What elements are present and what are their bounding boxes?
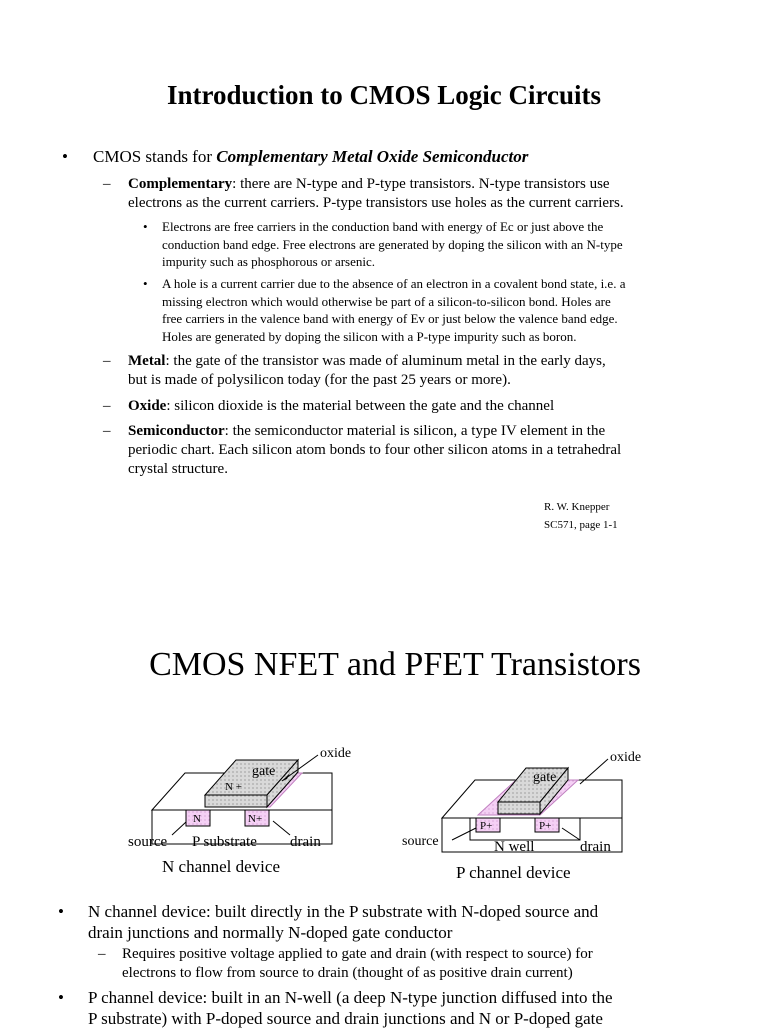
bullet-emphasis: Complementary Metal Oxide Semiconductor (216, 147, 529, 166)
item-text: : the semiconductor material is silicon, a type IV element in the (224, 423, 606, 439)
gate-front (498, 802, 540, 814)
sub-line: A hole is a current carrier due to the absence of an electron in a covalent bond state, i.e. a (162, 276, 626, 291)
bullet-line: P channel device: built in an N-well (a deep N-type junction diffused into the (88, 988, 613, 1007)
footer-author: R. W. Knepper (544, 501, 610, 513)
item-text-line3: crystal structure. (128, 461, 228, 477)
item-semiconductor (128, 422, 748, 479)
item-text: : there are N-type and P-type transistors. N-type transistors use (232, 176, 610, 192)
bullet-marker: • (62, 147, 68, 166)
sub-line: Electrons are free carriers in the conduction band with energy of Ec or just above the (162, 219, 604, 234)
item-term: Complementary (128, 176, 233, 192)
item-term: Semiconductor (128, 423, 225, 439)
item-complementary (128, 175, 748, 213)
item-text-line2: but is made of polysilicon today (for the past 25 years or more). (128, 372, 511, 388)
bullet-marker: • (58, 902, 64, 921)
sub-line: missing electron which would otherwise be part of a silicon-to-silicon bond. Holes are (162, 293, 611, 309)
bullet-line: drain junctions and normally N-doped gate conductor (88, 923, 453, 942)
dash-marker: – (103, 398, 111, 414)
drain-diff-label: P+ (539, 820, 552, 832)
gate-label: gate (252, 764, 276, 779)
dash-marker: – (98, 946, 106, 962)
sub-line: free carriers in the valence band with energy of Ev or just below the valence band edge. (162, 311, 618, 326)
bullet-line: P substrate) with P-doped source and drain junctions and N or P-doped gate (88, 1009, 603, 1028)
drain-label: drain (580, 839, 611, 855)
item-text: : the gate of the transistor was made of aluminum metal in the early days, (165, 353, 606, 369)
slide1-title: Introduction to CMOS Logic Circuits (166, 80, 602, 110)
bullet-prefix: CMOS stands for (93, 147, 217, 166)
sub-line: conduction band edge. Free electrons are generated by doping the silicon with an N-type (162, 236, 623, 252)
sub-line: Holes are generated by doping the silicon with a P-type impurity such as boron. (162, 328, 577, 344)
source-label: source (128, 834, 168, 850)
nfet-caption: N channel device (162, 857, 280, 876)
gate-dope-label: N + (225, 781, 242, 793)
source-diff-label: P+ (480, 820, 493, 832)
gate-label: gate (533, 770, 557, 785)
sub-bullet-marker: • (143, 276, 148, 291)
nfet-diagram (120, 735, 380, 885)
drain-label: drain (290, 834, 321, 850)
slide2-title: CMOS NFET and PFET Transistors (149, 646, 641, 683)
pchannel-bullet (88, 987, 748, 1029)
item-text-line2: periodic chart. Each silicon atom bonds to four other silicon atoms in a tetrahedral (128, 442, 622, 458)
source-diff-label: N (193, 813, 201, 825)
slide1-footer (544, 498, 618, 534)
item-term: Metal (128, 353, 166, 369)
item-text-line2: electrons as the current carriers. P-type transistors use holes as the current carriers. (128, 195, 624, 211)
item-metal (128, 352, 748, 390)
subbullet-electrons (162, 218, 742, 271)
bullet-line: N channel device: built directly in the P substrate with N-doped source and (88, 902, 599, 921)
well-label: N well (494, 839, 535, 855)
dash-marker: – (103, 176, 111, 192)
gate-front (205, 795, 267, 807)
sub-line: impurity such as phosphorous or arsenic. (162, 254, 376, 269)
subbullet-holes (162, 275, 742, 345)
dash-marker: – (103, 423, 111, 439)
bullet-marker: • (58, 988, 64, 1007)
footer-page: SC571, page 1-1 (544, 519, 618, 531)
sub-line: Requires positive voltage applied to gate and drain (with respect to source) for (122, 946, 593, 962)
oxide-label: oxide (610, 750, 642, 765)
oxide-label: oxide (320, 746, 352, 761)
pfet-diagram (400, 740, 660, 890)
item-text: : silicon dioxide is the material between the gate and the channel (166, 398, 555, 414)
sub-bullet-marker: • (143, 219, 148, 234)
item-oxide (128, 397, 748, 416)
nchannel-subbullet (122, 945, 742, 983)
sub-line: electrons to flow from source to drain (thought of as positive drain current) (122, 965, 573, 981)
pfet-caption: P channel device (456, 863, 571, 882)
item-term: Oxide (128, 398, 167, 414)
source-label: source (402, 834, 439, 849)
dash-marker: – (103, 353, 111, 369)
substrate-label: P substrate (192, 834, 257, 850)
cmos-definition-bullet (93, 147, 733, 167)
drain-diff-label: N+ (248, 813, 263, 825)
nchannel-bullet (88, 901, 748, 943)
